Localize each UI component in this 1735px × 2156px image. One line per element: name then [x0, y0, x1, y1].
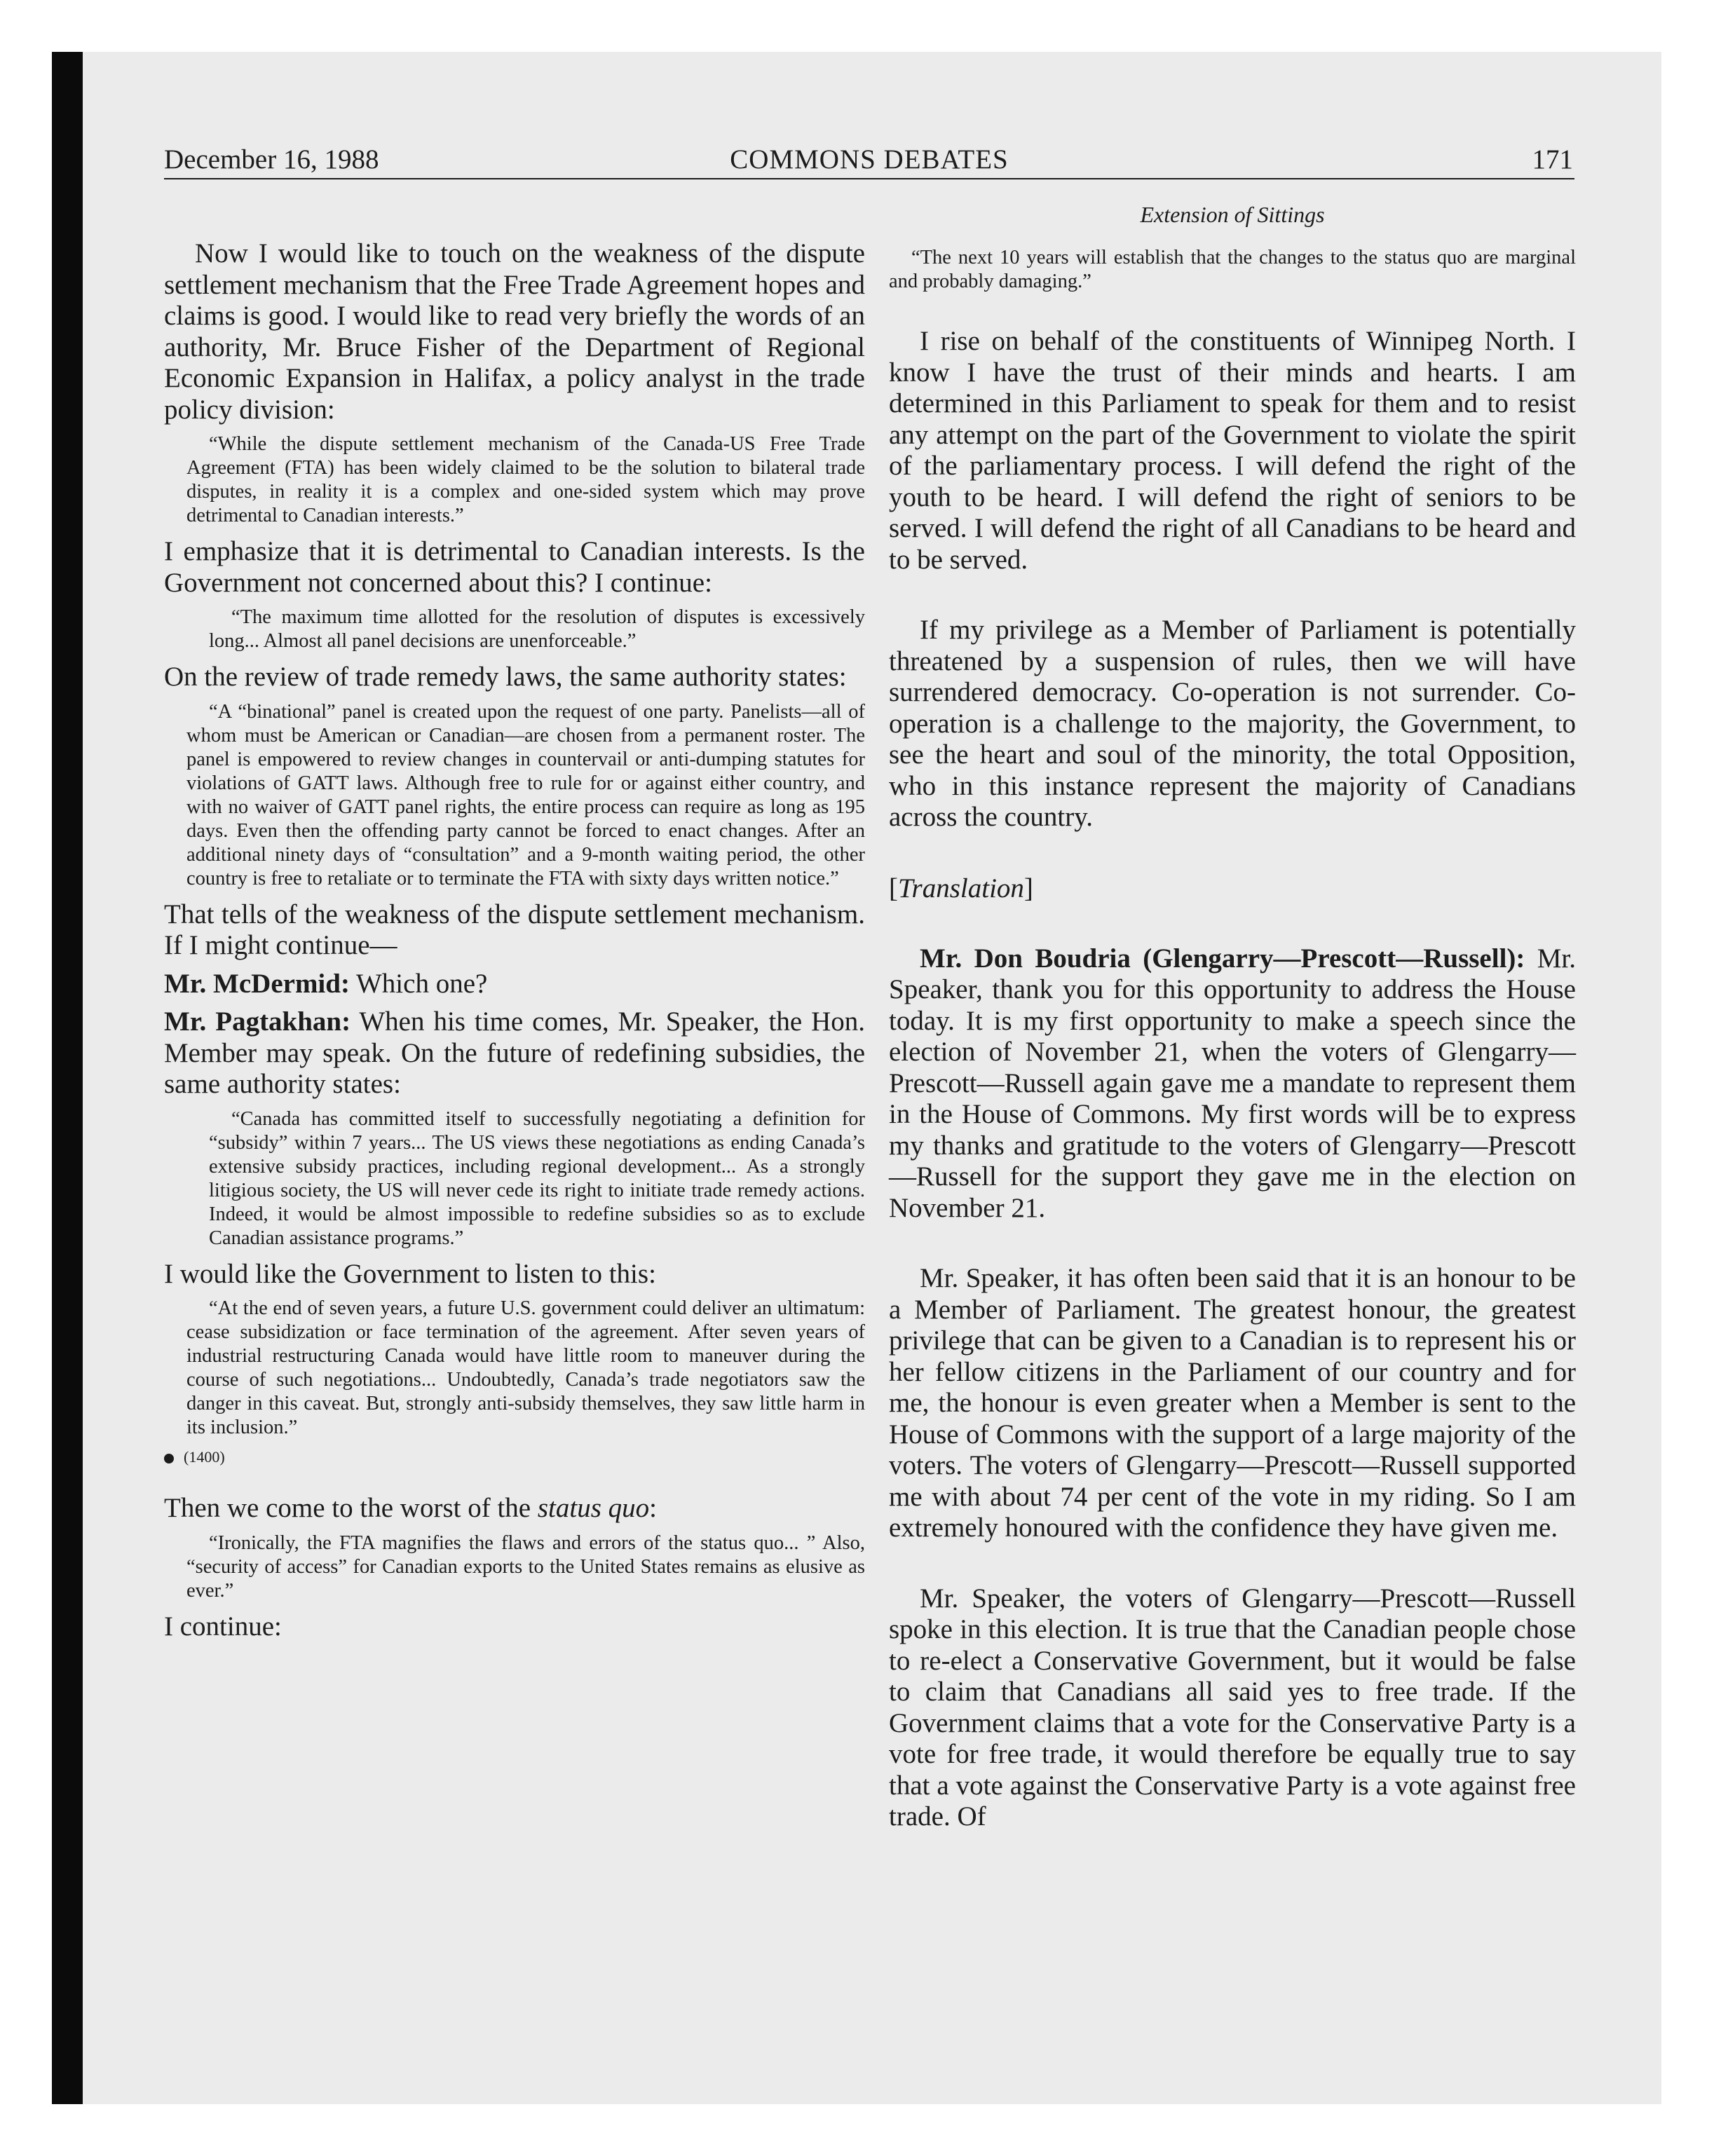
block-quote: “While the dispute settlement mechanism of the Canada-US Free Trade Agreement (FTA) has been widely claimed to be the solution to bilateral trade disputes, in reality it is a complex and one-sided system which may prove detrimental to Canadian interests.” — [186, 433, 865, 526]
speech-paragraph — [164, 1007, 865, 1100]
paragraph: I rise on behalf of the constituents of Winnipeg North. I know I have the trust of their minds and hearts. I am determined in this Parliament to speak for them and to resist any attempt on the part of the Government to violate the spirit of the parliamentary process. I will defend the right of the youth to be heard. I will defend the right of seniors to be served. I will defend the right of all Canadians to be heard and to be served. — [889, 326, 1576, 575]
speech-paragraph — [164, 969, 865, 1000]
left-column — [164, 238, 865, 1649]
speech-text: When his time comes, Mr. Speaker, the Hon. Member may speak. On the future of redefining subsidies, the same authority states: — [164, 1007, 865, 1099]
paragraph: That tells of the weakness of the dispute settlement mechanism. If I might continue— — [164, 899, 865, 960]
translation-label: Translation — [898, 873, 1024, 903]
paragraph: Now I would like to touch on the weakness of the dispute settlement mechanism that the Free Trade Agreement hopes and claims is good. I would like to read very briefly the words of an authority, Mr. Bruce Fisher of the Department of Regional Economic Expansion in Halifax, a policy analyst in the trade policy division: — [164, 238, 865, 425]
emphasis: status quo — [537, 1493, 650, 1523]
speaker-name: Mr. Pagtakhan: — [164, 1007, 351, 1037]
paragraph: Mr. Speaker, the voters of Glengarry—Prescott—Russell spoke in this election. It is true that the Canadian people chose to re-elect a Conservative Government, but it would be false to claim that Canadians all said yes to free trade. If the Government claims that a vote for the Conservative Party is a vote for free trade, it would therefore be equally true to say that a vote against the Conservative Party is a vote against free trade. Of — [889, 1583, 1576, 1831]
paragraph: On the review of trade remedy laws, the same authority states: — [164, 662, 847, 692]
right-column — [889, 202, 1576, 1840]
block-quote: “Ironically, the FTA magnifies the flaws and errors of the status quo... ” Also, “security of access” for Canadian exports to the United States remains as elusive as ever.” — [186, 1531, 865, 1602]
text-run: : — [649, 1493, 657, 1523]
text-run: Then we come to the worst of the — [164, 1493, 538, 1523]
speech-paragraph — [889, 943, 1576, 1224]
speaker-name: Mr. McDermid: — [164, 968, 350, 999]
paragraph: Mr. Speaker, it has often been said that it is an honour to be a Member of Parliament. The greatest honour, the greatest privilege that can be given to a Canadian is to represent his or her fellow citizens in the Parliament of our country and for me, the honour is even greater when a Member is sent to the House of Commons with the support of a large majority of the voters. The voters of Glengarry—Prescott—Russell supported me with about 74 per cent of the vote in my riding. So I am extremely honoured with the confidence they have given me. — [889, 1263, 1576, 1543]
block-quote: “A “binational” panel is created upon the request of one party. Panelists—all of whom must be American or Canadian—are chosen from a permanent roster. The panel is empowered to review changes in countervail or anti-dumping statutes for violations of GATT laws. Although free to rule for or against either country, and with no waiver of GATT panel rights, the entire process can require as long as 195 days. Even then the offending party cannot be forced to enact changes. After an additional ninety days of “consultation” and a 9-month waiting period, the other country is free to retaliate or to terminate the FTA with sixty days written notice.” — [186, 700, 865, 889]
scan-binding-edge — [52, 52, 83, 2104]
paragraph: I emphasize that it is detrimental to Canadian interests. Is the Government not concerned about this? I continue: — [164, 536, 865, 598]
block-quote: “Canada has committed itself to successfully negotiating a definition for “subsidy” within 7 years... The US views these negotiations as ending Canada’s extensive subsidy practices, including regional development... As a strongly litigious society, the US will never cede its right to initiate trade remedy actions. Indeed, it would be almost impossible to redefine subsidies so as to exclude Canadian assistance programs.” — [209, 1107, 865, 1249]
speech-text: Mr. Speaker, thank you for this opportunity to address the House today. It is my first opportunity to make a speech since the election of November 21, when the voters of Glengarry—Prescott—Russell again gave me a mandate to represent them in the House of Commons. My first words will be to express my thanks and gratitude to the voters of Glengarry—Prescott—Russell for the support they gave me in the election on November 21. — [889, 943, 1577, 1223]
paragraph: If my privilege as a Member of Parliament is potentially threatened by a suspension of rules, then we will have surrendered democracy. Co-operation is not surrender. Co-operation is a challenge to the majority, the Government, to see the heart and soul of the minority, the total Opposition, who in this instance represent the majority of Canadians across the country. — [889, 615, 1576, 832]
paragraph: I continue: — [164, 1611, 282, 1642]
time-marker — [164, 1448, 865, 1466]
speech-text: Which one? — [349, 968, 488, 999]
block-quote: “The next 10 years will establish that the changes to the status quo are marginal and probably damaging.” — [889, 247, 1576, 292]
header-title: COMMONS DEBATES — [730, 144, 1009, 175]
paragraph: I would like the Government to listen to this: — [164, 1258, 656, 1289]
speaker-name: Mr. Don Boudria (Glengarry—Prescott—Russell): — [920, 943, 1525, 974]
time-marker-text: (1400) — [184, 1448, 225, 1466]
running-head: Extension of Sittings — [1140, 202, 1325, 227]
page-number: 171 — [1532, 144, 1573, 175]
block-quote: “The maximum time allotted for the resolution of disputes is excessively long... Almost all panel decisions are unenforceable.” — [209, 606, 865, 652]
page-header — [164, 144, 1574, 179]
header-date: December 16, 1988 — [164, 144, 379, 175]
block-quote: “At the end of seven years, a future U.S. government could deliver an ultimatum: cease subsidization or face termination of the agreement. After seven years of industrial restructuring Canada would have little room to maneuver during the course of such negotiations... Undoubtedly, Canada’s trade negotiators saw the danger in this caveat. But, strongly anti-subsidy themselves, they saw little harm in its inclusion.” — [186, 1297, 865, 1438]
bullet-icon — [164, 1454, 174, 1464]
paragraph — [164, 1493, 865, 1524]
translation-marker: [Translation] — [889, 873, 1033, 903]
